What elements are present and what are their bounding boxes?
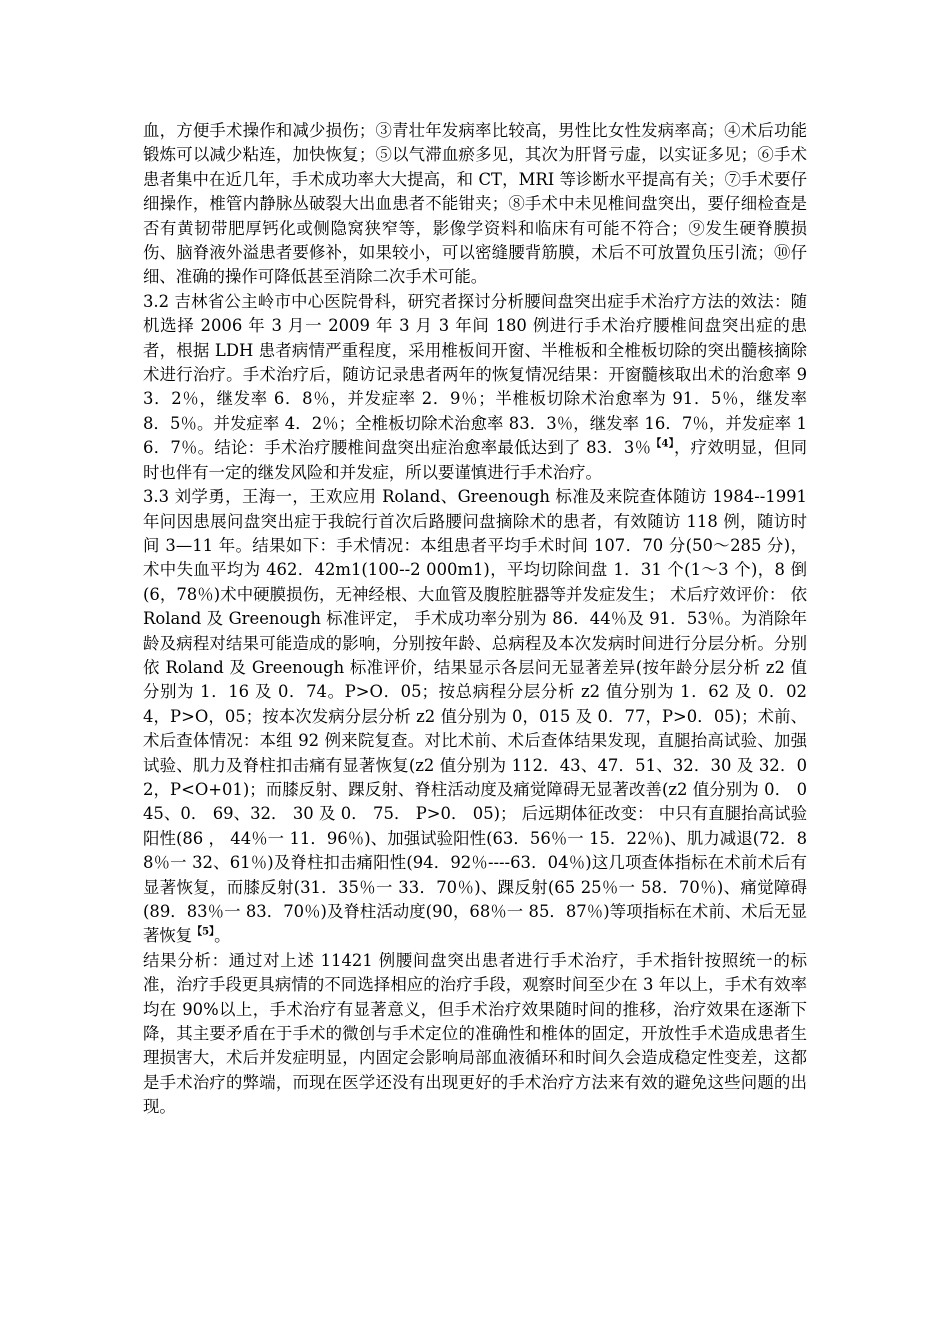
paragraph-3-2-tail: ，疗效明显，但同时也伴有一定的继发风险和并发症，所以要谨慎进行手术治疗。 — [143, 438, 807, 482]
paragraph-3-2 — [143, 290, 807, 485]
paragraph-3-3-text: 3.3 刘学勇，王海一，王欢应用 Roland、Greenough 标准及来院查体随访 1984--1991 年问因患展问盘突出症于我皖行首次后路腰问盘摘除术的患者，有效随访 118 例，随访时间 3—11 年。结果如下：手术情况：本组患者平均手术时间 107．70 分(50～285 分)，术中失血平均为 462．42m1(100--2 000m1)，平均切除间盘 1．31 个(1～3 个)，8 倒(6，78％)术中硬膜损伤，无神经根、大血管及腹腔脏器等并发症发生； 术后疗效评价： 依 Roland 及 Greenough 标准评定， 手术成功率分别为 86．44％及 91．53％。为消除年龄及病程对结果可能造成的影响，分别按年龄、总病程及本次发病时间进行分层分析。分别依 Roland 及 Greenough 标准评价，结果显示各层问无显著差异(按年龄分层分析 z2 值分别为 1．16 及 0．74。P>O．05；按总病程分层分析 z2 值分别为 1．62 及 0．024，P>O，05；按本次发病分层分析 z2 值分别为 0，015 及 0．77，P>0．05)；术前、术后查体情况：本组 92 例来院复查。对比术前、术后查体结果发现，直腿抬高试验、加强试验、肌力及脊柱扣击痛有显著恢复(z2 值分别为 112．43、47．51、32．30 及 32．02，P<O+01)；而膝反射、踝反射、脊柱活动度及痛觉障碍无显著改善(z2 值分别为 0． 045、0． 69、32． 30 及 0． 75． P>0． 05)； 后远期体征改变： 中只有直腿抬高试验阳性(86 ， 44％一 11．96％)、加强试验阳性(63．56％一 15．22％)、肌力减退(72．88％一 32、61％)及脊柱扣击痛阳性(94．92％----63．04％)这几项查体指标在术前术后有显著恢复，而膝反射(31．35％一 33．70％)、踝反射(65 25％一 58．70％)、痛觉障碍(89．83％一 83．70％)及脊柱活动度(90，68％一 85．87％)等项指标在术前、术后无显著恢复 — [143, 487, 807, 946]
paragraph-1: 血，方便手术操作和减少损伤；③青壮年发病率比较高，男性比女性发病率高；④术后功能锻炼可以减少粘连，加快恢复；⑤以气滞血瘀多见，其次为肝肾亏虚，以实证多见；⑥手术患者集中在近几年，手术成功率大大提高，和 CT，MRI 等诊断水平提高有关；⑦手术要仔细操作，椎管内静脉丛破裂大出血患者不能钳夹；⑧手术中未见椎间盘突出，要仔细检查是否有黄韧带肥厚钙化或侧隐窝狭窄等，影像学资料和临床有可能不符合；⑨发生硬脊膜损伤、脑脊液外溢患者要修补，如果较小，可以密缝腰背筋膜，术后不可放置负压引流；⑩仔细、准确的操作可降低甚至消除二次手术可能。 — [143, 121, 807, 287]
reference-5: 【5】 — [192, 926, 215, 938]
paragraph-result-analysis: 结果分析：通过对上述 11421 例腰间盘突出患者进行手术治疗，手术指针按照统一的标准，治疗手段更具病情的不同选择相应的治疗手段，观察时间至少在 3 年以上，手术有效率均在 90%以上，手术治疗有显著意义，但手术治疗效果随时间的推移，治疗效果在逐渐下降，其主要矛盾在于手术的微创与手术定位的准确性和椎体的固定，开放性手术造成患者生理损害大，术后并发症明显，内固定会影响局部血液循环和时间久会造成稳定性变差，这都是手术治疗的弊端，而现在医学还没有出现更好的手术治疗方法来有效的避免这些问题的出现。 — [143, 950, 807, 1117]
paragraph-3-2-text: 3.2 吉林省公主岭市中心医院骨科，研究者探讨分析腰间盘突出症手术治疗方法的效法：随机选择 2006 年 3 月一 2009 年 3 月 3 年间 180 例进行手术治疗腰椎间盘突出症的患者，根据 LDH 患者病情严重程度，采用椎板间开窗、半椎板和全椎板切除的突出髓核摘除术进行治疗。手术治疗后，随访记录患者两年的恢复情况结果：开窗髓核取出术的治愈率 93．2％，继发率 6．8％，并发症率 2．9％；半椎板切除术治愈率为 91．5％，继发率 8．5％。并发症率 4．2％；全椎板切除术治愈率 83．3％，继发率 16．7％，并发症率 16．7％。结论：手术治疗腰椎间盘突出症治愈率最低达到了 83．3％ — [143, 291, 807, 458]
document-body — [143, 119, 807, 1120]
paragraph-3-3 — [143, 485, 807, 949]
paragraph-3-3-tail: 。 — [214, 926, 231, 946]
reference-4: 【4】 — [651, 438, 675, 450]
